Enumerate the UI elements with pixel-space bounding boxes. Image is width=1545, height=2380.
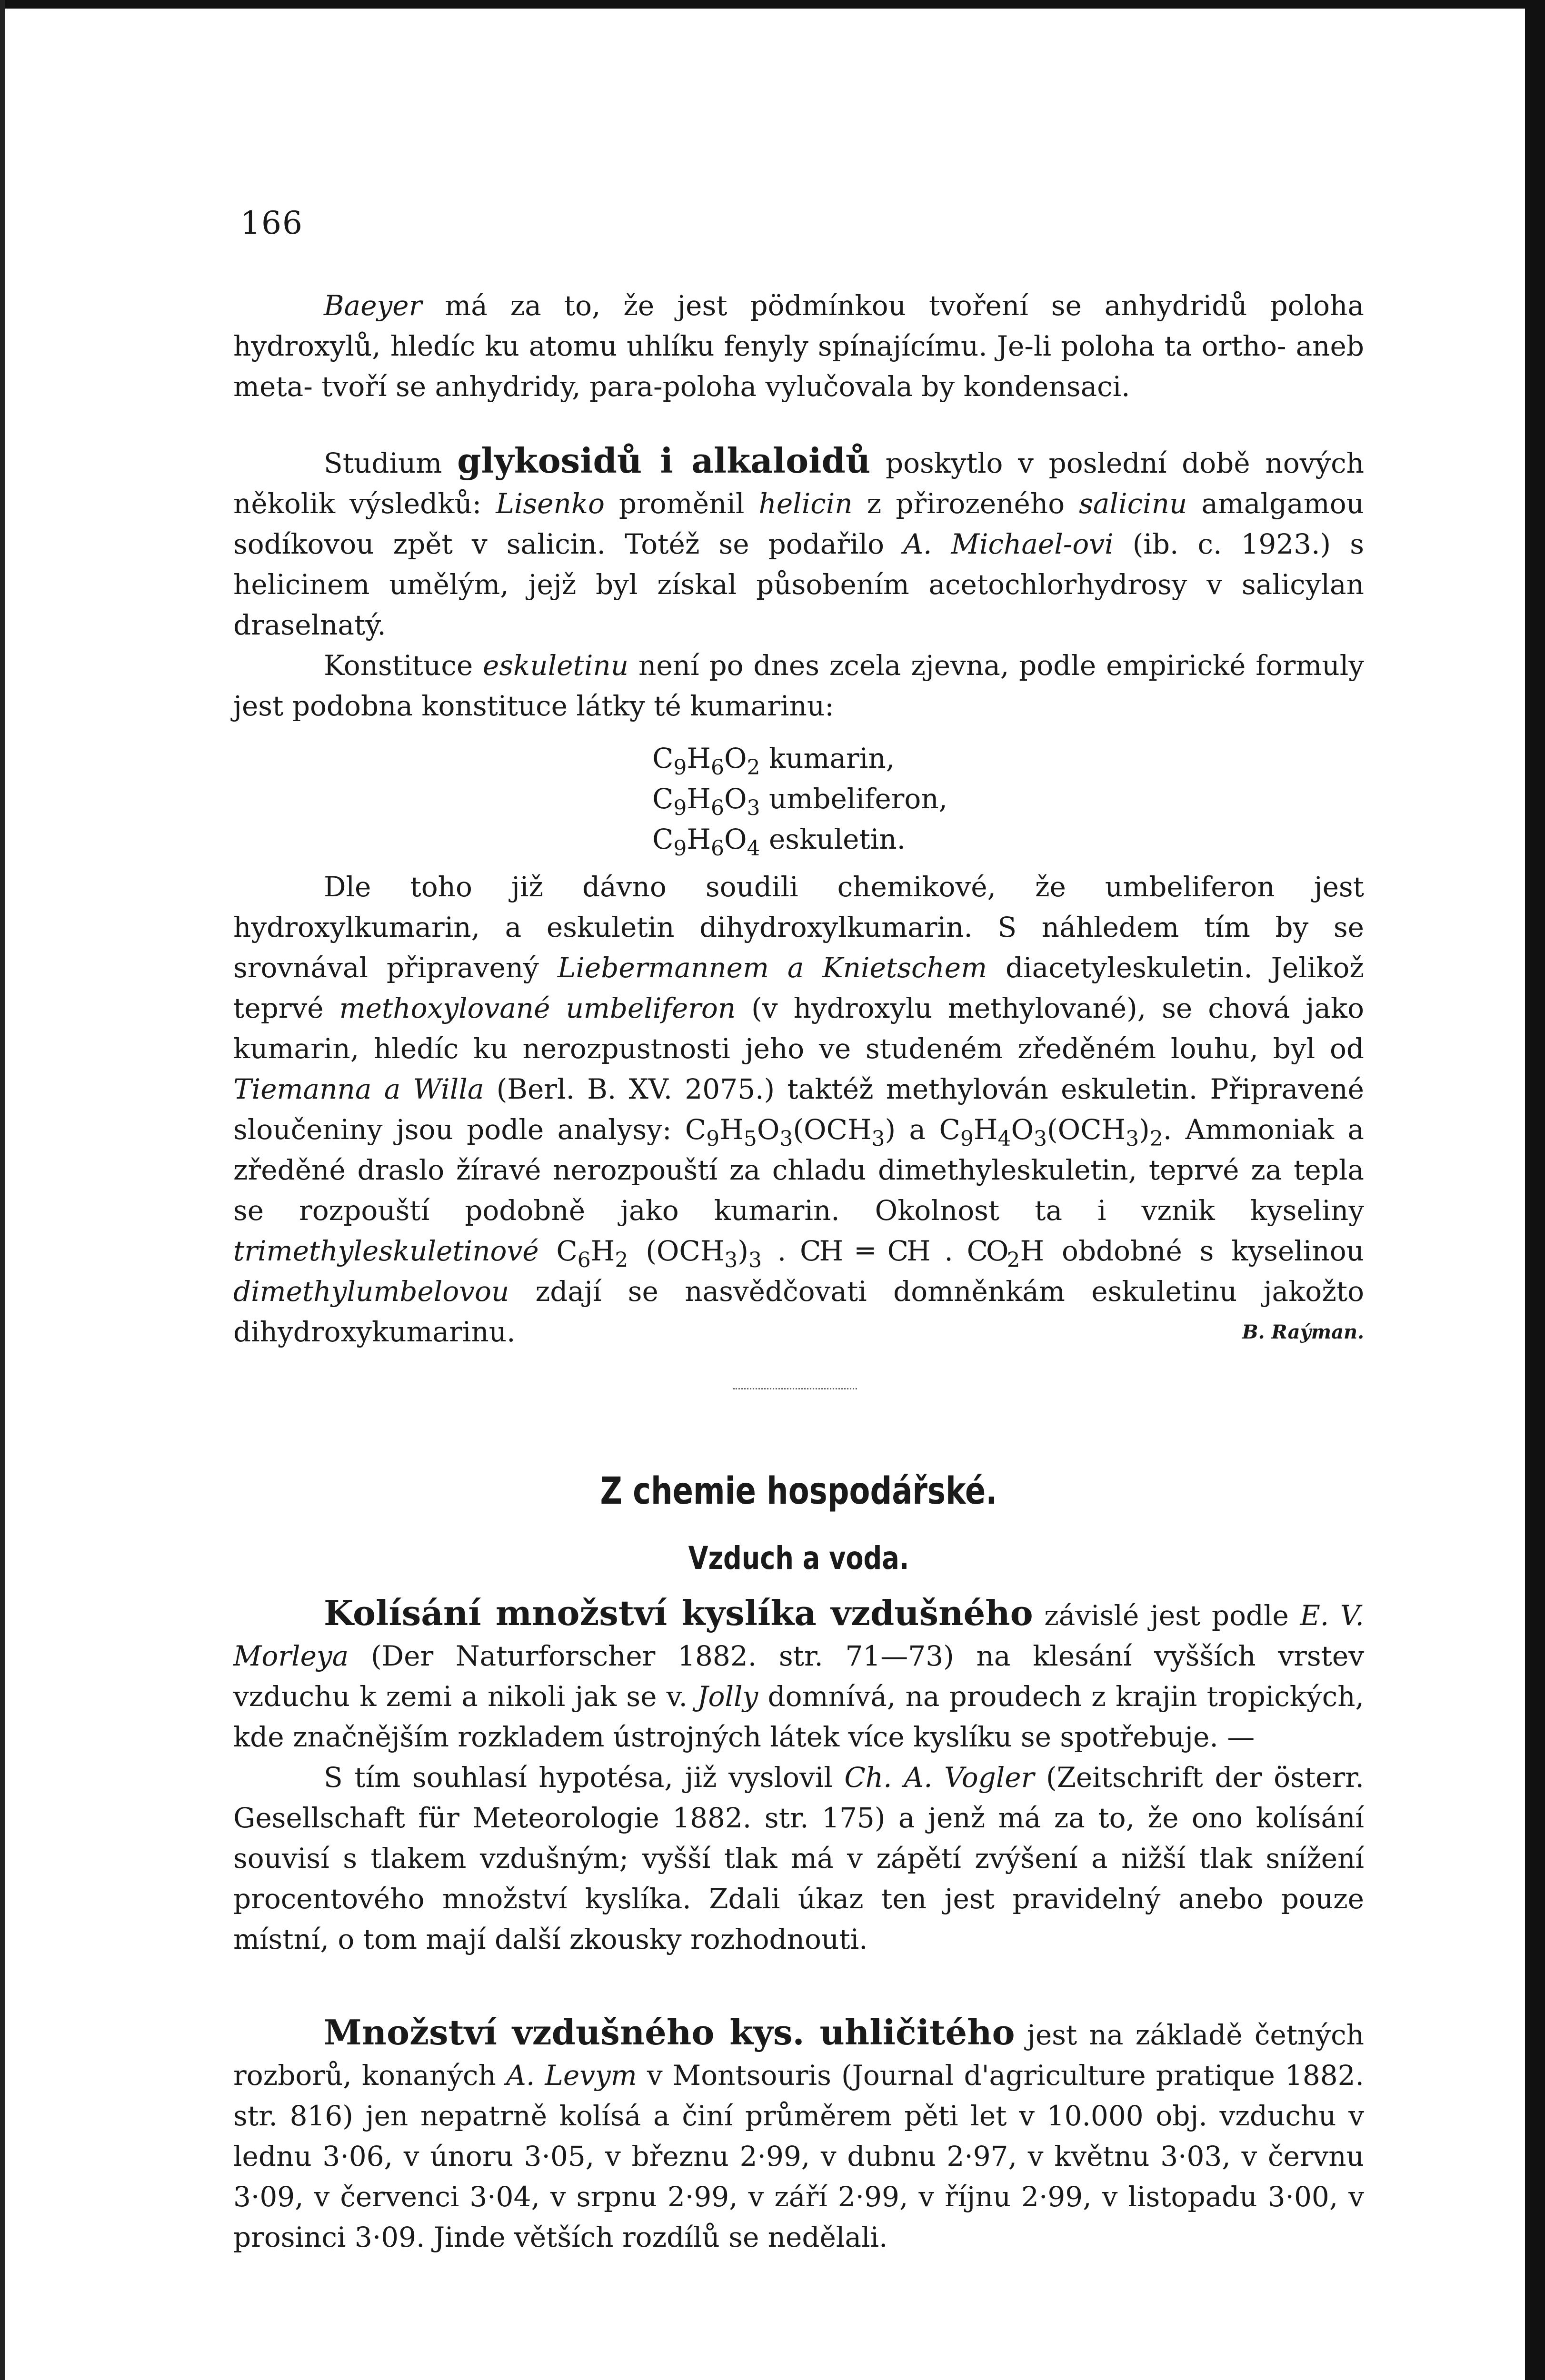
page-number: 166 [240,205,303,241]
paragraph-glykosidy: Studium glykosidů i alkaloidů poskytlo v poslední době nových několik výsledků: Lisenko proměnil helicin z přirozeného salicinu amalgamou sodíkovou zpět v salicin. Totéž se podařilo A. Michael-ovi (ib. c. 1923.) s helicinem umělým, jejž byl získal působením acetochlorhydrosy v salicylan draselnatý. [233,440,1365,641]
subsection-title: Vzduch a voda. [688,1540,909,1577]
paragraph-baeyer: Baeyer má za to, že jest pödmínkou tvoření se anhydridů poloha hydroxylů, hledíc ku atomu uhlíku fenyly spínajícímu. Je-li poloha ta ortho- aneb meta- tvoří se anhydridy, para-poloha vylučovala by kondensaci. [233,289,1364,403]
section-divider [233,1352,1364,1424]
formula-list [652,738,1364,860]
section-title: Z chemie hospodářské. [600,1470,997,1513]
scan-border-top [0,0,1545,9]
paragraph-constitution: Dle toho již dávno soudili chemikové, že umbeliferon jest hydroxylkumarin, a eskuletin dihydroxylkumarin. S náhledem tím by se srovnával připravený Liebermannem a Knietschem diacetyleskuletin. Jelikož teprvé methoxylované umbeliferon (v hydroxylu methylované), se chová jako kumarin, hledíc ku nerozpustnosti jeho ve studeném zředěném louhu, byl od Tiemanna a Willa (Berl. B. XV. 2075.) taktéž methylován eskuletin. Připravené sloučeniny jsou podle analysy: $C_9H_5O_3(OCH_3)$ a $C_9H_4O_3(OCH_3)_2$. Ammoniak a zředěné draslo žíravé nerozpouští za chladu dimethyleskuletin, teprvé za tepla se rozpouští podobně jako kumarin. Okolnost ta i vznik kyseliny trimethyleskuletinové $C_6H_2$ $(OCH_3)_3$ . CH ═ CH . $CO_2H$ obdobné s kyselinou dimethylumbelovou zdají se nasvědčovati domněnkám eskuletinu jakožto dihydroxykumarinu. B. Raýman. [233,867,1364,1352]
lead-term: glykosidů i alkaloidů [457,440,871,481]
scan-border-left [0,0,5,2380]
lead-term: Množství vzdušného kys. uhličitého [324,2012,1015,2053]
divider-line [733,1388,857,1389]
author-signature: B. Raýman. [1242,1321,1364,1343]
paragraph-vogler: S tím souhlasí hypotésa, již vyslovil Ch. A. Vogler (Zeitschrift der österr. Gesellschaft für Meteorologie 1882. str. 175) a jenž má za to, že ono kolísání souvisí s tlakem vzdušným; vyšší tlak má v zápětí zvýšení a nižší tlak snížení procentového množství kyslíka. Zdali úkaz ten jest pravidelný anebo pouze místní, o tom mají další zkousky rozhodnouti. [233,1761,1364,1955]
formula-eskuletin: $C_9H_6O_4$ eskuletin. [652,823,906,861]
paragraph-eskuletin: Konstituce eskuletinu není po dnes zcela zjevna, podle empirické formuly jest podobna konstituce látky té kumarinu: [233,649,1365,722]
page-body [233,286,1364,2258]
paragraph-uhlicity: Množství vzdušného kys. uhličitého jest na základě četných rozborů, konaných A. Levym v Montsouris (Journal d'agriculture pratique 1882. str. 816) jen nepatrně kolísá a činí průměrem pěti let v 10.000 obj. vzduchu v lednu 3·06, v únoru 3·05, v březnu 2·99, v dubnu 2·97, v květnu 3·03, v červnu 3·09, v červenci 3·04, v srpnu 2·99, v září 2·99, v říjnu 2·99, v listopadu 3·00, v prosinci 3·09. Jinde větších rozdílů se nedělali. [233,2012,1365,2253]
scan-border-right [1525,0,1545,2380]
lead-term: Kolísání množství kyslíka vzdušného [324,1593,1033,1633]
formula-umbeliferon: $C_9H_6O_3$ umbeliferon, [652,783,948,820]
formula-kumarin: $C_9H_6O_2$ kumarin, [652,742,895,780]
paragraph-kyslik: Kolísání množství kyslíka vzdušného závislé jest podle E. V. Morleya (Der Naturforscher 1882. str. 71—73) na klesání vyšších vrstev vzduchu k zemi a nikoli jak se v. Jolly domnívá, na proudech z krajin tropických, kde značnějším rozkladem ústrojných látek více kyslíku se spotřebuje. — [233,1593,1364,1753]
